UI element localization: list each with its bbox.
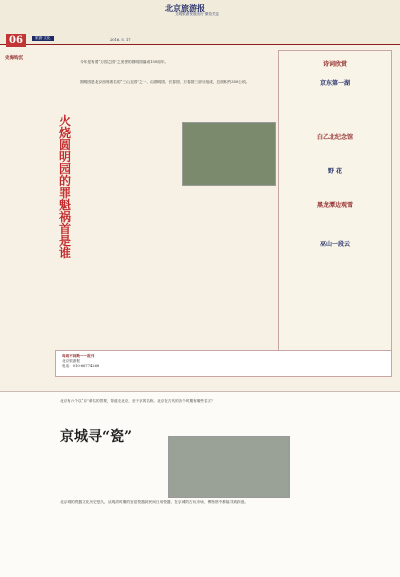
poem-title: 黑龙潭边观雪 — [316, 202, 353, 209]
poem-title: 野 花 — [327, 168, 343, 175]
section-tag: 旅游·文化 — [32, 36, 54, 41]
poetry-column — [278, 50, 392, 360]
poem-title: 白乙北纪念馆 — [316, 134, 353, 141]
bottom-headline: 京城寻“瓷” — [60, 429, 133, 445]
bottom-body: 北京城的瓷器文化历史悠久，从明清时期的官窑瓷器到民间日用瓷器，在京城的古玩市场、博物馆中都能寻到踪迹。 — [60, 500, 249, 504]
headline-vertical: 火烧圆明园的罪魁祸首是谁 — [58, 114, 71, 260]
page-number: 06 — [6, 34, 26, 47]
bottom-photo — [168, 436, 290, 498]
ad-title: 每周不间断——报刊 — [62, 354, 95, 358]
bottom-column-label: 北京有六个以“京”命名的景观，背道走北京，至于京的名称，北京在古代的各个时期有哪些名字？ — [60, 399, 215, 403]
ad-subtitle: 北京旅游报 — [62, 359, 80, 363]
issue-date: 2016. 5. 17 — [110, 38, 131, 42]
newspaper-title: 北京旅游报 — [165, 3, 205, 13]
article-photo — [182, 122, 276, 186]
poetry-section-title: 诗词欣赏 — [322, 61, 347, 68]
intro-text: 今年是有着“万园之园”之美誉的圆明园落成150周年。 — [80, 60, 169, 64]
ad-bar — [55, 350, 392, 377]
poem-title: 巫山一段云 — [319, 241, 350, 248]
edition-note: 文明旅游发展出行 微信关注 — [175, 12, 220, 16]
article-body: 圆明园是北京西郊著名的“三山五园”之一，由圆明园、长春园、万春园三部分组成，总面积约350公顷。 — [80, 80, 250, 84]
ad-phone: 电话：010-66774268 — [62, 364, 100, 368]
poem-title: 京东第一湖 — [319, 80, 350, 87]
column-label: 史海钩沉 — [5, 56, 23, 61]
